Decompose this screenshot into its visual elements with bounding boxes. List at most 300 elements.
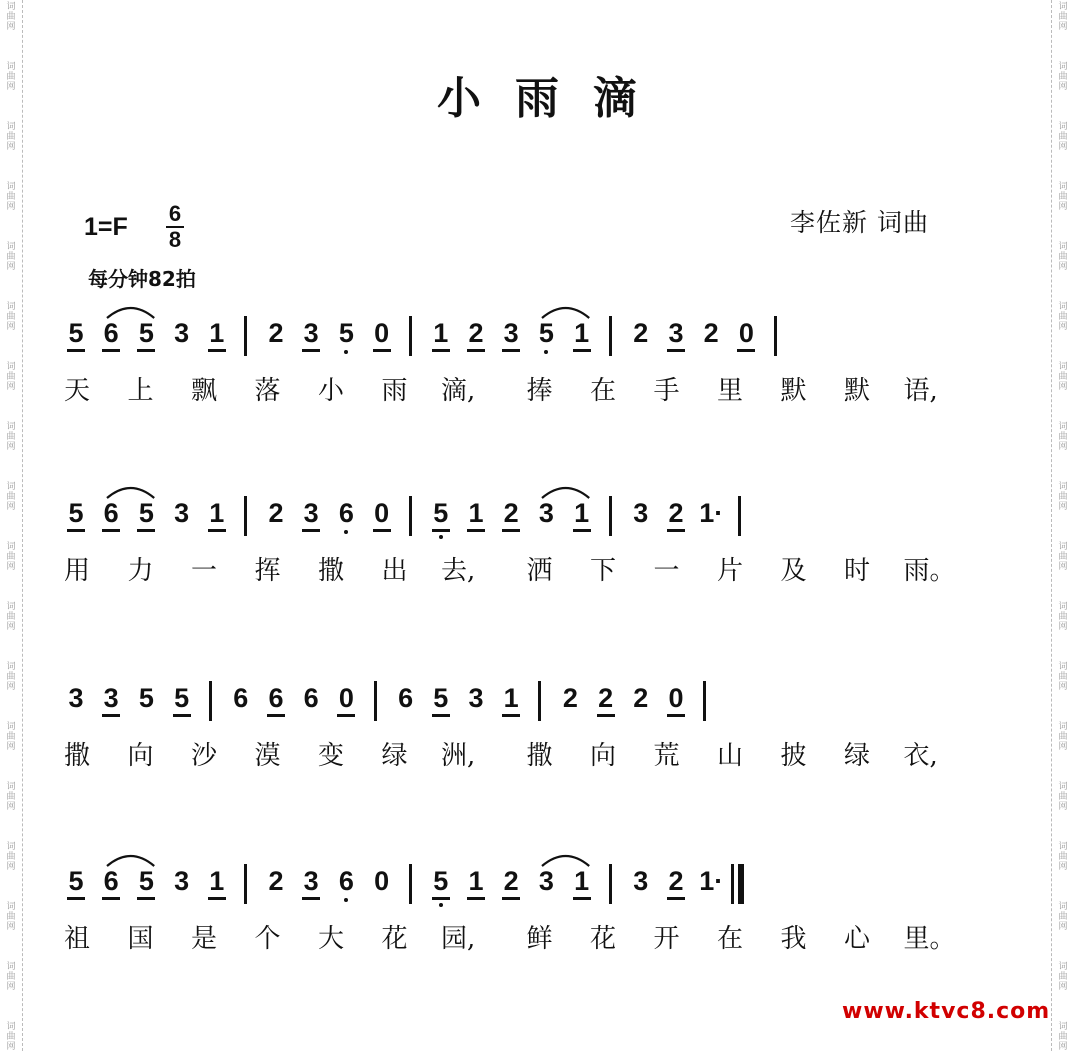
note: 5 <box>433 866 449 896</box>
note: 2 <box>703 318 719 348</box>
lyric-syllable: 挥 <box>254 556 281 586</box>
lyric-syllable: 园, <box>441 924 476 954</box>
watermark-char: 词 <box>1058 662 1068 672</box>
lyric-syllable: 在 <box>589 376 616 406</box>
note-underline <box>467 349 485 352</box>
author-credit: 李佐新 词曲 <box>790 208 929 237</box>
watermark-char: 词 <box>6 422 16 432</box>
note-underline <box>432 349 450 352</box>
note-underline <box>667 529 685 532</box>
note: 1 <box>574 318 590 348</box>
watermark-char: 网 <box>6 262 16 272</box>
watermark-char: 曲 <box>6 492 16 502</box>
watermark-char: 曲 <box>1058 312 1068 322</box>
watermark-char: 词 <box>6 902 16 912</box>
note: 3 <box>503 318 519 348</box>
note: 5 <box>433 498 449 528</box>
lyric-syllable: 开 <box>653 924 680 954</box>
watermark-char: 词 <box>1058 302 1068 312</box>
watermark-char: 网 <box>1058 322 1068 332</box>
watermark-char: 曲 <box>6 192 16 202</box>
note-underline <box>337 714 355 717</box>
watermark-char: 词 <box>1058 902 1068 912</box>
watermark-char: 词 <box>6 602 16 612</box>
watermark-char: 曲 <box>1058 372 1068 382</box>
note: 5 <box>174 683 190 713</box>
watermark-char: 网 <box>6 922 16 932</box>
note-underline <box>467 529 485 532</box>
watermark-char: 词 <box>1058 122 1068 132</box>
note-underline <box>432 897 450 900</box>
watermark-char: 词 <box>6 242 16 252</box>
time-signature <box>164 203 186 251</box>
note: 5 <box>68 498 84 528</box>
watermark-char: 曲 <box>6 372 16 382</box>
lyric-syllable: 滴, <box>441 376 476 406</box>
lyric-syllable: 是 <box>190 924 217 954</box>
watermark-char: 词 <box>1058 1022 1068 1032</box>
note: 5 <box>138 498 154 528</box>
note: 6 <box>398 683 414 713</box>
note: 0 <box>338 683 354 713</box>
watermark-char: 曲 <box>6 12 16 22</box>
watermark-char: 曲 <box>6 72 16 82</box>
note: 0 <box>374 498 390 528</box>
watermark-char: 词 <box>1058 722 1068 732</box>
watermark-char: 词 <box>1058 62 1068 72</box>
barline <box>774 316 777 356</box>
note: 1 <box>209 498 225 528</box>
note-underline <box>137 349 155 352</box>
note: 3 <box>174 498 190 528</box>
note: 5 <box>68 318 84 348</box>
watermark-char: 词 <box>6 842 16 852</box>
barline <box>609 496 612 536</box>
lyric-syllable: 鲜 <box>526 924 553 954</box>
note: 3 <box>303 318 319 348</box>
note: 0 <box>738 318 754 348</box>
note-underline <box>208 529 226 532</box>
song-title: 小雨滴 <box>437 73 671 124</box>
watermark-char: 网 <box>6 442 16 452</box>
watermark-char: 词 <box>6 302 16 312</box>
note: 1 <box>209 318 225 348</box>
watermark-char: 曲 <box>1058 792 1068 802</box>
note: 2 <box>633 683 649 713</box>
lyric-syllable: 大 <box>317 924 344 954</box>
barline <box>538 681 541 721</box>
note-underline <box>467 897 485 900</box>
note-underline <box>302 529 320 532</box>
note-underline <box>137 897 155 900</box>
watermark-char: 词 <box>1058 842 1068 852</box>
lyric-syllable: 撒 <box>63 741 90 771</box>
lyric-syllable: 心 <box>843 924 870 954</box>
note-underline <box>432 714 450 717</box>
note-underline <box>667 897 685 900</box>
watermark-char: 网 <box>6 382 16 392</box>
watermark-char: 曲 <box>1058 252 1068 262</box>
note: 6 <box>103 318 119 348</box>
final-barline-thin <box>731 864 734 904</box>
watermark-char: 词 <box>6 182 16 192</box>
watermark-char: 曲 <box>1058 132 1068 142</box>
watermark-char: 词 <box>1058 362 1068 372</box>
lyric-syllable: 沙 <box>190 741 217 771</box>
watermark-char: 网 <box>1058 82 1068 92</box>
note: 5 <box>138 683 154 713</box>
slur <box>105 302 156 320</box>
watermark-char: 网 <box>1058 142 1068 152</box>
note: 5 <box>138 866 154 896</box>
note-underline <box>302 897 320 900</box>
slur <box>105 482 156 500</box>
barline <box>609 316 612 356</box>
note-underline <box>573 349 591 352</box>
watermark-char: 曲 <box>1058 72 1068 82</box>
watermark-char: 词 <box>6 1022 16 1032</box>
note: 5 <box>433 683 449 713</box>
watermark-char: 网 <box>6 1042 16 1051</box>
barline <box>409 496 412 536</box>
low-octave-dot <box>344 530 348 534</box>
note: 6 <box>338 866 354 896</box>
note-underline <box>737 349 755 352</box>
note-underline <box>373 349 391 352</box>
lyric-syllable: 国 <box>127 924 154 954</box>
watermark-char: 网 <box>1058 742 1068 752</box>
lyric-syllable: 个 <box>254 924 281 954</box>
watermark-char: 曲 <box>6 1032 16 1042</box>
note-underline <box>137 529 155 532</box>
watermark-char: 词 <box>1058 182 1068 192</box>
note-underline <box>67 897 85 900</box>
watermark-char: 网 <box>1058 622 1068 632</box>
lyric-syllable: 祖 <box>63 924 90 954</box>
watermark-char: 曲 <box>1058 432 1068 442</box>
lyric-syllable: 里。 <box>903 924 956 954</box>
note: 1 <box>468 498 484 528</box>
watermark-char: 网 <box>1058 22 1068 32</box>
note: 3 <box>633 866 649 896</box>
watermark-char: 词 <box>1058 422 1068 432</box>
barline <box>409 316 412 356</box>
note-underline <box>667 349 685 352</box>
note-underline <box>102 349 120 352</box>
note: 5 <box>138 318 154 348</box>
watermark-char: 词 <box>1058 482 1068 492</box>
lyric-syllable: 上 <box>127 376 154 406</box>
note: 3 <box>538 866 554 896</box>
note: 3 <box>174 318 190 348</box>
watermark-char: 曲 <box>1058 972 1068 982</box>
note: 2 <box>268 318 284 348</box>
watermark-char: 曲 <box>6 852 16 862</box>
lyric-syllable: 出 <box>381 556 408 586</box>
watermark-char: 曲 <box>6 732 16 742</box>
watermark-char: 网 <box>6 802 16 812</box>
watermark-char: 曲 <box>1058 612 1068 622</box>
lyric-syllable: 衣, <box>903 741 938 771</box>
lyric-syllable: 下 <box>589 556 616 586</box>
watermark-char: 网 <box>1058 202 1068 212</box>
lyric-syllable: 里 <box>716 376 743 406</box>
lyric-syllable: 语, <box>903 376 938 406</box>
watermark-char: 词 <box>1058 782 1068 792</box>
lyric-syllable: 向 <box>127 741 154 771</box>
watermark-char: 网 <box>6 982 16 992</box>
lyric-syllable: 捧 <box>526 376 553 406</box>
note: 3 <box>68 683 84 713</box>
lyric-syllable: 手 <box>653 376 680 406</box>
lyric-syllable: 山 <box>716 741 743 771</box>
lyric-syllable: 天 <box>63 376 90 406</box>
lyric-syllable: 时 <box>843 556 870 586</box>
note: 1 <box>574 866 590 896</box>
key-signature: 1=F <box>84 213 128 241</box>
slur <box>540 482 591 500</box>
watermark-char: 词 <box>6 62 16 72</box>
barline <box>244 316 247 356</box>
watermark-char: 词 <box>6 482 16 492</box>
note: 2 <box>668 866 684 896</box>
watermark-char: 网 <box>1058 982 1068 992</box>
lyric-syllable: 荒 <box>653 741 680 771</box>
lyric-syllable: 一 <box>653 556 680 586</box>
note: 2 <box>468 318 484 348</box>
watermark-char: 词 <box>1058 542 1068 552</box>
note: 3 <box>468 683 484 713</box>
music-system <box>0 866 1074 986</box>
note: 2 <box>562 683 578 713</box>
note: 2 <box>503 498 519 528</box>
note-underline <box>573 529 591 532</box>
lyric-syllable: 撒 <box>526 741 553 771</box>
lyric-syllable: 洒 <box>526 556 553 586</box>
watermark-char: 曲 <box>6 792 16 802</box>
barline <box>209 681 212 721</box>
note: 1· <box>699 866 724 896</box>
watermark-char: 曲 <box>1058 852 1068 862</box>
lyric-syllable: 及 <box>780 556 807 586</box>
note: 6 <box>268 683 284 713</box>
note: 3 <box>303 498 319 528</box>
note: 1 <box>503 683 519 713</box>
watermark-char: 网 <box>1058 262 1068 272</box>
lyric-syllable: 雨。 <box>903 556 956 586</box>
watermark-char: 网 <box>6 82 16 92</box>
note-underline <box>67 349 85 352</box>
slur <box>540 302 591 320</box>
watermark-char: 词 <box>6 782 16 792</box>
low-octave-dot <box>439 903 443 907</box>
note: 0 <box>668 683 684 713</box>
note: 2 <box>668 498 684 528</box>
barline <box>703 681 706 721</box>
lyric-syllable: 片 <box>716 556 743 586</box>
lyric-syllable: 花 <box>589 924 616 954</box>
watermark-char: 曲 <box>6 552 16 562</box>
watermark-char: 网 <box>1058 802 1068 812</box>
note: 1· <box>699 498 724 528</box>
note-underline <box>173 714 191 717</box>
watermark-char: 曲 <box>1058 552 1068 562</box>
watermark-char: 词 <box>1058 962 1068 972</box>
watermark-char: 网 <box>6 562 16 572</box>
final-barline <box>738 864 744 904</box>
lyric-syllable: 绿 <box>381 741 408 771</box>
watermark-char: 词 <box>1058 242 1068 252</box>
watermark-char: 曲 <box>6 972 16 982</box>
watermark-char: 词 <box>6 962 16 972</box>
barline <box>409 864 412 904</box>
watermark-char: 曲 <box>1058 1032 1068 1042</box>
watermark-char: 网 <box>1058 502 1068 512</box>
note: 1 <box>574 498 590 528</box>
note-underline <box>102 714 120 717</box>
watermark-char: 曲 <box>1058 12 1068 22</box>
lyric-syllable: 一 <box>190 556 217 586</box>
lyric-syllable: 默 <box>780 376 807 406</box>
note: 1 <box>468 866 484 896</box>
note: 3 <box>174 866 190 896</box>
watermark-char: 曲 <box>1058 732 1068 742</box>
watermark-char: 网 <box>1058 862 1068 872</box>
music-system <box>0 498 1074 618</box>
lyric-syllable: 用 <box>63 556 90 586</box>
watermark-char: 词 <box>6 722 16 732</box>
watermark-char: 网 <box>1058 562 1068 572</box>
watermark-char: 词 <box>6 362 16 372</box>
note: 5 <box>338 318 354 348</box>
barline <box>244 864 247 904</box>
watermark-char: 词 <box>6 662 16 672</box>
watermark-char: 网 <box>6 502 16 512</box>
lyric-syllable: 去, <box>441 556 476 586</box>
note-underline <box>597 714 615 717</box>
watermark-char: 曲 <box>6 432 16 442</box>
low-octave-dot <box>344 898 348 902</box>
watermark-char: 网 <box>6 622 16 632</box>
lyric-syllable: 撒 <box>317 556 344 586</box>
watermark-char: 曲 <box>6 912 16 922</box>
note-underline <box>373 529 391 532</box>
low-octave-dot <box>439 535 443 539</box>
note: 3 <box>668 318 684 348</box>
note: 5 <box>538 318 554 348</box>
slur <box>105 850 156 868</box>
watermark-char: 曲 <box>6 312 16 322</box>
note: 0 <box>374 318 390 348</box>
note: 2 <box>503 866 519 896</box>
lyric-syllable: 我 <box>780 924 807 954</box>
note-underline <box>67 529 85 532</box>
barline <box>244 496 247 536</box>
barline <box>374 681 377 721</box>
watermark-char: 词 <box>6 542 16 552</box>
watermark-char: 曲 <box>6 132 16 142</box>
watermark-char: 曲 <box>1058 492 1068 502</box>
note: 3 <box>303 866 319 896</box>
note-underline <box>502 714 520 717</box>
lyric-syllable: 向 <box>589 741 616 771</box>
watermark-char: 网 <box>6 682 16 692</box>
note: 3 <box>538 498 554 528</box>
note-underline <box>208 349 226 352</box>
note: 2 <box>268 498 284 528</box>
watermark-char: 曲 <box>6 672 16 682</box>
site-watermark: www.ktvc8.com <box>842 999 1051 1024</box>
music-system <box>0 683 1074 803</box>
watermark-char: 词 <box>6 2 16 12</box>
lyric-syllable: 力 <box>127 556 154 586</box>
note: 6 <box>303 683 319 713</box>
note-underline <box>502 349 520 352</box>
note: 1 <box>209 866 225 896</box>
note-underline <box>208 897 226 900</box>
lyric-syllable: 漠 <box>254 741 281 771</box>
watermark-char: 曲 <box>1058 672 1068 682</box>
watermark-char: 词 <box>1058 2 1068 12</box>
low-octave-dot <box>344 350 348 354</box>
note-underline <box>302 349 320 352</box>
time-signature-bottom: 8 <box>168 227 182 252</box>
watermark-char: 网 <box>6 22 16 32</box>
lyric-syllable: 披 <box>780 741 807 771</box>
tempo-marking: 每分钟82拍 <box>88 267 196 291</box>
note: 3 <box>633 498 649 528</box>
watermark-char: 网 <box>6 322 16 332</box>
lyric-syllable: 在 <box>716 924 743 954</box>
lyric-syllable: 变 <box>317 741 344 771</box>
lyric-syllable: 洲, <box>441 741 476 771</box>
note: 6 <box>103 498 119 528</box>
note: 2 <box>268 866 284 896</box>
watermark-char: 网 <box>6 202 16 212</box>
lyric-syllable: 飘 <box>190 376 217 406</box>
note-underline <box>502 529 520 532</box>
low-octave-dot <box>544 350 548 354</box>
lyric-syllable: 小 <box>317 376 344 406</box>
note-underline <box>267 714 285 717</box>
watermark-char: 词 <box>1058 602 1068 612</box>
note: 1 <box>433 318 449 348</box>
note-underline <box>502 897 520 900</box>
watermark-char: 网 <box>1058 1042 1068 1051</box>
watermark-char: 词 <box>6 122 16 132</box>
watermark-char: 网 <box>6 862 16 872</box>
note: 2 <box>633 318 649 348</box>
note: 0 <box>374 866 390 896</box>
note-underline <box>432 529 450 532</box>
watermark-char: 网 <box>1058 922 1068 932</box>
time-signature-top: 6 <box>168 201 182 226</box>
lyric-syllable: 默 <box>843 376 870 406</box>
watermark-char: 网 <box>6 742 16 752</box>
watermark-char: 网 <box>1058 382 1068 392</box>
note-underline <box>102 897 120 900</box>
note: 6 <box>338 498 354 528</box>
note: 6 <box>103 866 119 896</box>
note: 5 <box>68 866 84 896</box>
note: 2 <box>598 683 614 713</box>
lyric-syllable: 雨 <box>381 376 408 406</box>
watermark-char: 网 <box>1058 442 1068 452</box>
lyric-syllable: 绿 <box>843 741 870 771</box>
lyric-syllable: 落 <box>254 376 281 406</box>
watermark-char: 曲 <box>6 252 16 262</box>
watermark-char: 曲 <box>1058 912 1068 922</box>
